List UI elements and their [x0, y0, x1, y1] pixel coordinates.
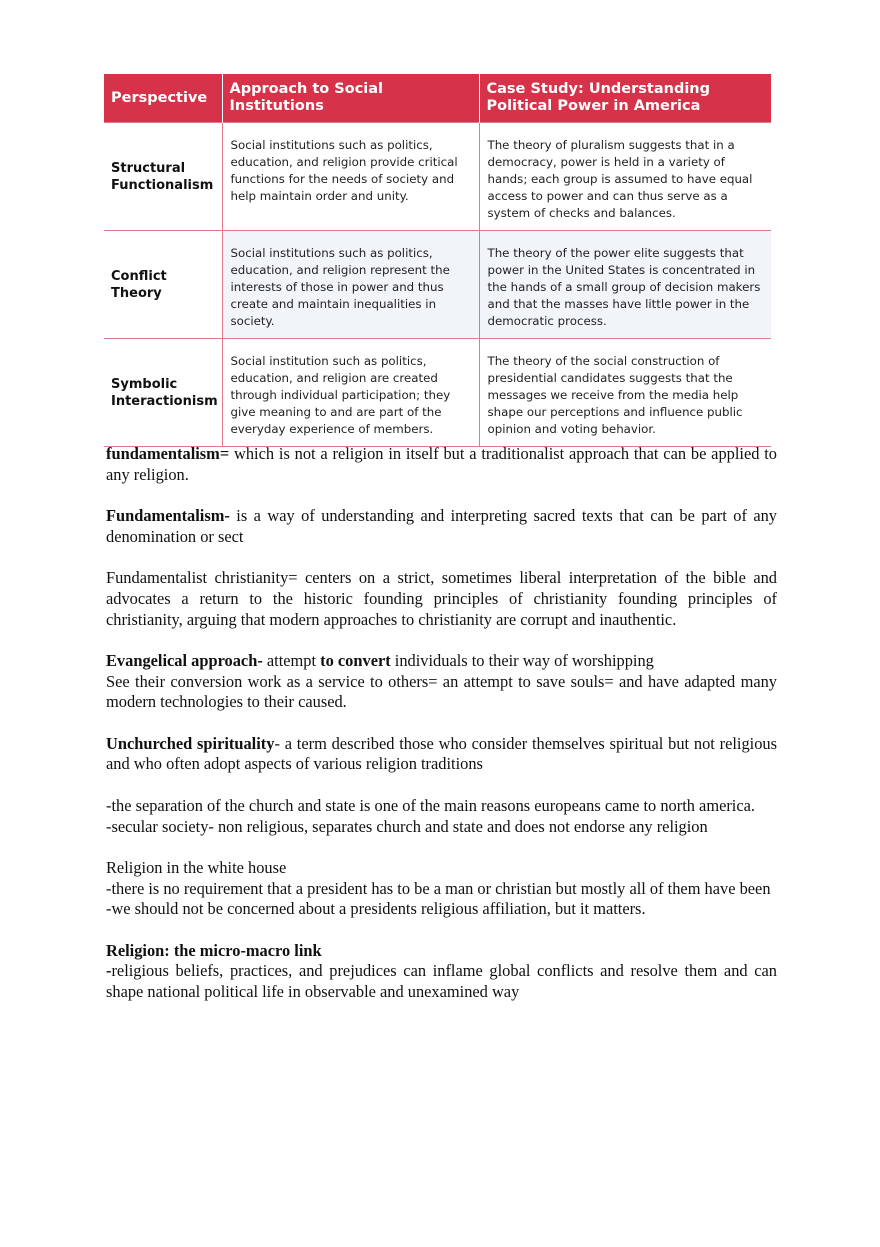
row-approach: Social institution such as politics, education, and religion are created through individual participation; they give meaning to and are part of the everyday experience of members. — [222, 339, 479, 447]
term-evangelical: Evangelical approach- — [106, 650, 263, 670]
fundamentalist-christianity-text: Fundamentalist christianity= centers on a strict, sometimes liberal interpretation of the bible and advocates a return to the historic founding principles of christianity founding principles of christianity, arguing that modern approaches to christianity are corrupt and inauthentic. — [106, 568, 777, 629]
evangelical-text-a: attempt — [262, 650, 321, 670]
definition-text: is a way of understanding and interpreting sacred texts that can be part of any denomination or sect — [106, 506, 777, 546]
evangelical-line-2: See their conversion work as a service to others= an attempt to save souls= and have adapted many modern technologies to their caused. — [106, 671, 777, 712]
fundamentalism-definition — [106, 444, 777, 485]
header-approach: Approach to Social Institutions — [222, 74, 479, 123]
perspective-table — [104, 74, 771, 447]
micro-macro-dash: - — [106, 961, 112, 981]
list-item: -we should not be concerned about a presidents religious affiliation, but it matters. — [106, 899, 646, 919]
list-item: -secular society- non religious, separates church and state and does not endorse any religion — [106, 816, 708, 836]
white-house-heading: Religion in the white house — [106, 857, 287, 877]
micro-macro-link — [106, 941, 777, 1003]
evangelical-text-b: individuals to their way of worshipping — [390, 650, 654, 670]
fundamentalist-christianity — [106, 568, 777, 630]
micro-macro-heading: Religion: the micro-macro link — [106, 940, 322, 960]
evangelical-approach — [106, 651, 777, 713]
definition-text: which is not a religion in itself but a traditionalist approach that can be applied to any religion. — [106, 444, 777, 484]
row-approach: Social institutions such as politics, education, and religion provide critical functions for the needs of society and help maintain order and unity. — [222, 123, 479, 231]
table-row — [104, 123, 771, 231]
definition-text: - a term described those who consider themselves spiritual but not religious and who often adopt aspects of various religion traditions — [106, 733, 777, 774]
term-fundamentalism: fundamentalism= — [106, 444, 230, 463]
row-case-study: The theory of the social construction of presidential candidates suggests that the messages we receive from the media help shape our perceptions and influence public opinion and voting behavior. — [479, 339, 771, 447]
term-fundamentalism-way: Fundamentalism- — [106, 506, 230, 526]
term-unchurched: Unchurched spirituality — [106, 733, 275, 753]
row-case-study: The theory of the power elite suggests that power in the United States is concentrated in the hands of a small group of decision makers and that the masses have little power in the democratic process. — [479, 231, 771, 339]
religion-white-house — [106, 858, 777, 920]
list-item: -the separation of the church and state is one of the main reasons europeans came to north america. — [106, 795, 755, 815]
row-perspective: Symbolic Interactionism — [104, 339, 222, 447]
row-perspective: Conflict Theory — [104, 231, 222, 339]
table-row — [104, 339, 771, 447]
unchurched-spirituality — [106, 734, 777, 775]
row-case-study: The theory of pluralism suggests that in a democracy, power is held in a variety of hands; each group is assumed to have equal access to power and can thus serve as a system of checks and balances. — [479, 123, 771, 231]
header-perspective: Perspective — [104, 74, 222, 123]
fundamentalism-way — [106, 506, 777, 547]
notes-body — [106, 444, 777, 1003]
table-row — [104, 231, 771, 339]
table-header-row — [104, 74, 771, 123]
micro-macro-text: religious beliefs, practices, and prejudices can inflame global conflicts and resolve them and can shape national political life in observable and unexamined way — [106, 961, 777, 1002]
row-approach: Social institutions such as politics, education, and religion represent the interests of those in power and thus create and maintain inequalities in society. — [222, 231, 479, 339]
church-state-separation — [106, 796, 777, 837]
list-item: -there is no requirement that a president has to be a man or christian but mostly all of them have been — [106, 878, 771, 898]
evangelical-emphasis: to convert — [320, 650, 391, 670]
header-case-study: Case Study: Understanding Political Power in America — [479, 74, 771, 123]
row-perspective: Structural Functionalism — [104, 123, 222, 231]
